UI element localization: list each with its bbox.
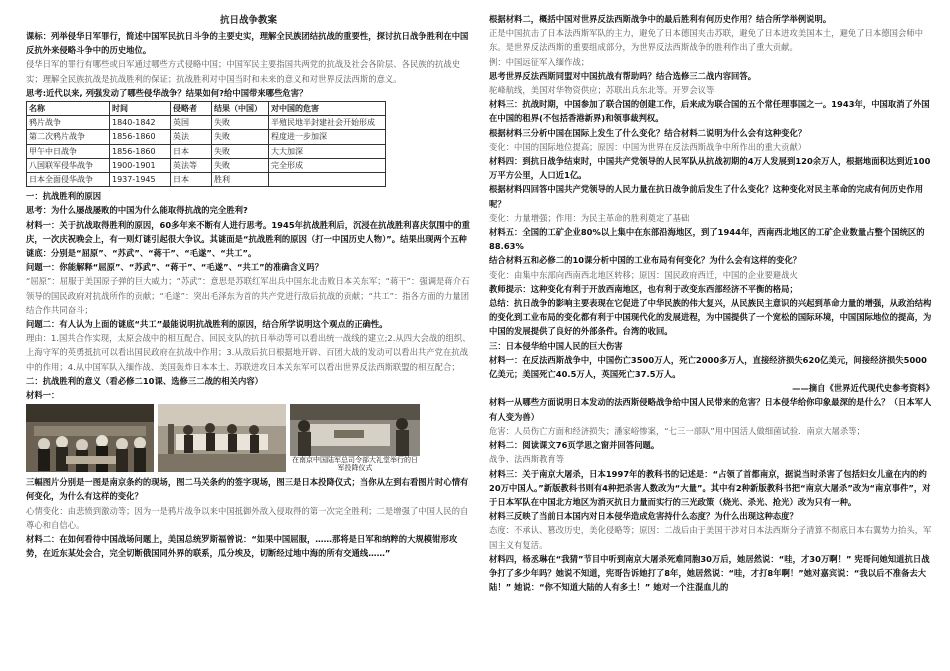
answer-material-five: 变化：由集中东部向西南西北地区转移；原因：国民政府西迁，中国的企业要避战火 [489,269,798,280]
material-three: 材料三：抗战时期，中国参加了联合国的创建工作，后来成为联合国的五个常任理事国之一。1943年，中国取消了外国在中国的租界(不包括香港新界)和领事裁判权。 [489,99,930,124]
answer-allies-help: 驼峰航线，美国对华物资供应；苏联出兵东北等。开罗会议等 [489,85,715,96]
question-two: 问题二：有人认为上面的谜底“共工”最能说明抗战胜利的原因，结合所学说明这个观点的正确性。 [26,318,388,329]
harm-material-three: 材料三：关于南京大屠杀，日本1997年的教科书的记述是：“占领了首都南京，据说当时杀害了包括妇女儿童在内的约20万中国人。”新版教科书则有4种把杀害人数改为“大量”。其中有2种新版教科书把“南京大屠杀”改为“南京事件”，对于日本军队在中国北方地区为消灭抗日力量而实行的三光政策（烧光、杀光、抢光）改为只有一种。 [489,468,931,507]
table-cell: 胜利 [212,172,269,186]
photos-question: 三幅图片分别是一图是南京条约的现场，图二马关条约的签字现场，图三是日本投降仪式；当你从左到右看图片时心情有何变化，为什么有这样的变化？ [26,477,469,502]
table-header-cell: 名称 [27,102,110,116]
table-cell: 英国 [171,116,212,130]
table-cell: 英法 [171,130,212,144]
curriculum-standard: 课标：列举侵华日军罪行，简述中国军民抗日斗争的主要史实，理解全民族团结抗战的重要性，探讨抗日战争胜利在中国反抗外来侵略斗争中的历史地位。 [26,31,469,56]
answer-one: “屈原”：屈服于美国原子弹的巨大威力；“苏武”：意思是苏联红军出兵中国东北击败日本关东军；“蒋干”：强调是蒋介石领导的国民政府对抗战所作的贡献；“毛遂”：突出毛泽东为首的共产党进行敌后抗战的贡献；“共工”：指各方面的力量团结合作共同奋斗； [26,276,470,315]
table-cell: 完全形成 [269,158,386,172]
table-header-cell: 时间 [110,102,171,116]
table-header-cell: 对中国的危害 [269,102,386,116]
example-expedition: 例：中国远征军入缅作战； [489,56,590,67]
table-cell: 失败 [212,144,269,158]
curriculum-explanation: 侵华日军的罪行有哪些或日军通过哪些方式侵略中国；中国军民主要指国共两党的抗战及社会各阶层、各民族的抗战史实；理解全民族抗战是抗战胜利的保证；抗战胜利对中国当时和未来的意义和对世界反法西斯的意义。 [26,59,461,84]
material-five: 材料五：全国的工矿企业80%以上集中在东部沿海地区，到了1944年，西南西北地区的工矿企业数量占整个国统区的88.63% [489,227,925,252]
harm-material-one: 材料一：在反法西斯战争中，中国伤亡3500万人，死亡2000多万人，直接经济损失620亿美元，间接经济损失5000亿美元；美国死亡40.5万人，英国死亡37.5万人。 [489,354,927,380]
summary: 总结：抗日战争的影响主要表现在它促进了中华民族的伟大复兴，从民族民主意识的兴起到革命力量的增强，从政治结构的变化到工业布局的变化都有利于中国现代化的发展进程，为中国提供了一个宽松的国际环境，中国国际地位的提高，为中国的发展提供了良好的外部条件。台湾的收回。 [489,298,932,337]
material-one-riddle: 材料一：关于抗战取得胜利的原因，60多年来不断有人进行思考。1945年抗战胜利后，沉浸在抗战胜利喜庆氛围中的重庆，一次庆祝晚会上，有一则灯谜引起很大争议。其谜面是“抗战胜利的原因（打一中国历史人物）”。结果出现两个五种谜底：分别是“屈原”、“苏武”、“蒋干”、“毛遂”、“共工”。 [26,219,470,258]
harm-question-one: 材料一从哪些方面说明日本发动的法西斯侵略战争给中国人民带来的危害？日本侵华给你印象最深的是什么？（日本军人有人变为兽） [489,397,932,422]
treaty-of-nanking-photo [26,404,154,472]
harm-question-three: 材料三反映了当前日本国内对日本侵华造成危害持什么态度？为什么出现这种态度？ [489,511,798,522]
document-title: 抗日战争教案 [219,15,277,26]
material-four: 材料四：到抗日战争结束时，中国共产党领导的人民军队从抗战初期的4万人发展到120余万人，根据地面积达到近100万平方公里，人口近1亿。 [489,156,931,181]
harm-material-two: 材料二：阅读课文76页学思之窗并回答问题。 [489,440,660,451]
table-cell: 程度进一步加深 [269,130,386,144]
answer-material-three: 变化：中国的国际地位提高；原因：中国为世界在反法西斯战争中所作出的重大贡献） [489,141,807,152]
answer-material-four: 变化：力量增强；作用：为民主革命的胜利奠定了基础 [489,212,690,223]
question-material-five: 结合材料五和必修二的10课分析中国的工业布局有何变化？为什么会有这样的变化？ [489,255,802,266]
table-cell [269,172,386,186]
question-material-three: 根据材料三分析中国在国际上发生了什么变化？结合材料二说明为什么会有这种变化？ [489,127,807,138]
table-cell: 第二次鸦片战争 [27,130,110,144]
table-cell: 1856-1860 [110,130,171,144]
section-three-heading: 三：日本侵华给中国人民的巨大伤害 [489,340,623,351]
historical-photos [26,404,471,472]
table-cell: 日本全面侵华战争 [27,172,110,186]
answer-material-two: 正是中国抗击了日本法西斯军队的主力，避免了日本德国夹击苏联，避免了日本进攻美国本土，避免了日本德国会师中东。是世界反法西斯的重要组成部分，为世界反法西斯战争的胜利作出了重大贡献。 [489,28,924,53]
teacher-tip: 教师提示：这种变化有利于开放西南地区，也有利于改变东西部经济不平衡的格局； [489,283,798,294]
think-question-wars: 思考:近代以来, 列强发动了哪些侵华战争？结果如何?给中国带来哪些危害？ [26,87,308,98]
table-cell: 甲午中日战争 [27,144,110,158]
table-cell: 鸦片战争 [27,116,110,130]
table-cell: 半殖民地半封建社会开始形成 [269,116,386,130]
table-row [27,158,386,172]
table-header-cell: 结果（中国） [212,102,269,116]
think-question-victory: 思考：为什么屡战屡败的中国为什么能取得抗战的完全胜利? [26,205,248,216]
surrender-photo-caption: 在南京中国陆军总司令部大礼堂举行的日军投降仪式 [292,456,418,473]
table-cell: 日本 [171,172,212,186]
table-cell: 1937-1945 [110,172,171,186]
table-cell: 英法等 [171,158,212,172]
left-column [26,12,471,560]
table-cell: 失败 [212,130,269,144]
table-cell: 失败 [212,158,269,172]
table-row [27,116,386,130]
table-cell: 1856-1860 [110,144,171,158]
table-row [27,144,386,158]
treaty-of-shimonoseki-photo [158,404,286,472]
table-row [27,130,386,144]
material-two-roosevelt: 材料二：在如何看待中国战场问题上，美国总统罗斯福曾说：“如果中国屈服，……那将是日军和纳粹的大规模钳形攻势，在近东某处会合，完全切断俄国同外界的联系，瓜分埃及，切断经过地中海的所有交通线……” [26,534,458,559]
harm-answer-two: 战争、法西斯教育等 [489,454,565,465]
table-row [27,172,386,186]
table-cell: 八国联军侵华战争 [27,158,110,172]
table-cell: 1900-1901 [110,158,171,172]
table-header-cell: 侵略者 [171,102,212,116]
table-header-row [27,102,386,116]
table-cell: 大大加深 [269,144,386,158]
question-material-four: 根据材料四回答中国共产党领导的人民力量在抗日战争前后发生了什么变化？这种变化对民主革命的完成有何历史作用呢？ [489,184,924,209]
table-cell: 1840-1842 [110,116,171,130]
question-material-two: 根据材料二，概括中国对世界反法西斯战争中的最后胜利有何历史作用？结合所学举例说明。 [489,14,832,24]
section-two-heading: 二：抗战胜利的意义（看必修二10课、选修三二战的相关内容） [26,375,264,386]
japanese-surrender-photo [290,404,420,472]
table-cell: 失败 [212,116,269,130]
question-one: 问题一：你能解释“屈原”、“苏武”、“蒋干”、“毛遂”、“共工”的准确含义吗？ [26,262,324,273]
photos-answer: 心情变化：由悲愤到激动等；因为一是鸦片战争以来中国抵御外敌入侵取得的第一次完全胜利；二是增强了中国人民的自尊心和自信心。 [26,505,469,530]
invasion-wars-table [26,101,386,187]
section-one-heading: 一：抗战胜利的原因 [26,191,102,202]
think-allies-help: 思考世界反法西斯同盟对中国抗战有帮助吗？结合选修三二战内容回答。 [489,70,757,81]
harm-material-four: 材料四，杨丞琳在“我猜”节目中听到南京大屠杀死难同胞30万后，她居然说：“哇，才30万啊！” 宪哥问她知道抗日战争打了多少年吗？她说不知道，宪哥告诉她打了8年，她居然说：“哇，才打8年啊！”她对嘉宾说：“我以后不准备去大陆！” 她说：“你不知道大陆的人有多土！” 她对一个注混血儿的 [489,553,930,593]
right-column [489,12,934,594]
harm-answer-one: 危害：人员伤亡方面和经济损失；潘家峪惨案，“七三一部队”用中国活人做细菌试验．南京大屠杀等； [489,425,865,436]
answer-two: 理由：1.国共合作实现，太原会战中的相互配合、回民支队的抗日举动等可以看出统一战线的建立;2.从四大会战的组织、上海守军的英勇抵抗可以看出国民政府在抗战中作用；3.从敌后抗日根据地开辟、百团大战的发动可以看出共产党在抗战中的作用；4.从中国军队入缅作战、美国轰炸日本本土、苏联进攻日本关东军可以看出世界反法西斯联盟的相互配合； [26,333,471,372]
material-source: ——摘自《世界近代现代史参考资料》 [792,383,934,394]
harm-answer-three: 态度：不承认、篡改历史，美化侵略等；原因：二战后由于美国干涉对日本法西斯分子清算不彻底日本右翼势力抬头，军国主义有复活。 [489,525,932,550]
material-one-label: 材料一： [26,389,60,400]
table-cell: 日本 [171,144,212,158]
